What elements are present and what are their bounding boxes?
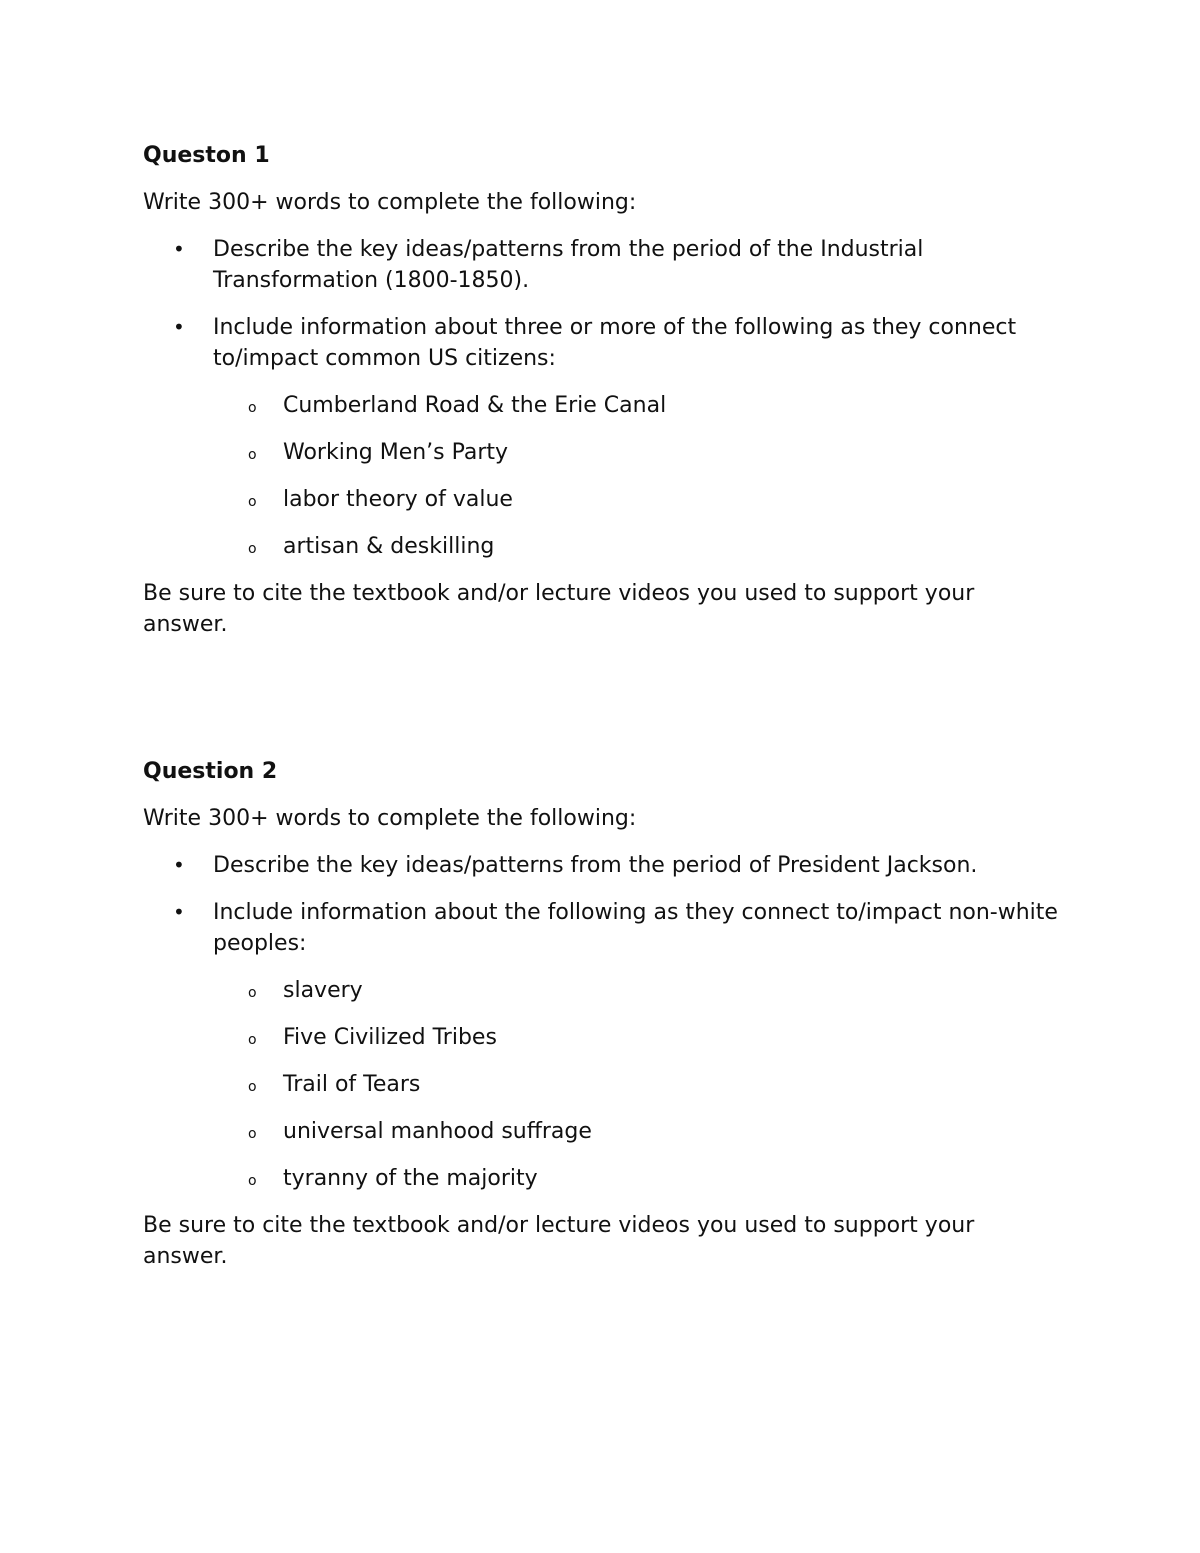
sub-item bbox=[143, 1163, 1063, 1194]
sub-item bbox=[143, 437, 1063, 468]
sub-text: artisan & deskilling bbox=[283, 534, 495, 559]
question-2-heading: Question 2 bbox=[143, 759, 278, 784]
sub-item bbox=[143, 531, 1063, 562]
sub-marker: o bbox=[248, 447, 257, 463]
sub-text: Cumberland Road & the Erie Canal bbox=[283, 393, 667, 418]
bullet-text: Describe the key ideas/patterns from the period of President Jackson. bbox=[213, 853, 978, 878]
sub-marker: o bbox=[248, 400, 257, 416]
sub-marker: o bbox=[248, 541, 257, 557]
sub-text: tyranny of the majority bbox=[283, 1166, 538, 1191]
bullet-item bbox=[143, 850, 1063, 881]
bullet-item bbox=[143, 234, 1063, 296]
bullet-text: Describe the key ideas/patterns from the period of the Industrial Transformation (1800-1850). bbox=[213, 237, 924, 293]
sub-text: universal manhood suffrage bbox=[283, 1119, 592, 1144]
sub-text: Five Civilized Tribes bbox=[283, 1025, 497, 1050]
question-1-closing: Be sure to cite the textbook and/or lecture videos you used to support your answer. bbox=[143, 581, 975, 637]
question-2-bullet-list bbox=[143, 850, 1063, 959]
bullet-text: Include information about the following as they connect to/impact non-white peoples: bbox=[213, 900, 1058, 956]
sub-text: Trail of Tears bbox=[283, 1072, 421, 1097]
sub-item bbox=[143, 1116, 1063, 1147]
question-2-intro: Write 300+ words to complete the following: bbox=[143, 806, 637, 831]
sub-marker: o bbox=[248, 1032, 257, 1048]
sub-marker: o bbox=[248, 1126, 257, 1142]
question-1-bullet-list bbox=[143, 234, 1063, 374]
sub-marker: o bbox=[248, 494, 257, 510]
bullet-marker: • bbox=[173, 315, 185, 339]
sub-item bbox=[143, 1022, 1063, 1053]
question-1-heading: Queston 1 bbox=[143, 143, 270, 168]
question-2-closing: Be sure to cite the textbook and/or lecture videos you used to support your answer. bbox=[143, 1213, 975, 1269]
sub-item bbox=[143, 390, 1063, 421]
sub-item bbox=[143, 1069, 1063, 1100]
sub-marker: o bbox=[248, 1173, 257, 1189]
question-1-sub-list bbox=[143, 390, 1063, 562]
question-2-sub-list bbox=[143, 975, 1063, 1194]
sub-marker: o bbox=[248, 985, 257, 1001]
bullet-item bbox=[143, 312, 1063, 374]
sub-marker: o bbox=[248, 1079, 257, 1095]
bullet-marker: • bbox=[173, 853, 185, 877]
bullet-text: Include information about three or more of the following as they connect to/impact common US citizens: bbox=[213, 315, 1017, 371]
question-1-section bbox=[143, 141, 1063, 640]
bullet-marker: • bbox=[173, 900, 185, 924]
sub-text: slavery bbox=[283, 978, 363, 1003]
question-1-intro: Write 300+ words to complete the following: bbox=[143, 190, 637, 215]
sub-item bbox=[143, 484, 1063, 515]
sub-text: labor theory of value bbox=[283, 487, 513, 512]
sub-item bbox=[143, 975, 1063, 1006]
question-2-section bbox=[143, 757, 1063, 1272]
bullet-marker: • bbox=[173, 237, 185, 261]
sub-text: Working Men’s Party bbox=[283, 440, 509, 465]
bullet-item bbox=[143, 897, 1063, 959]
